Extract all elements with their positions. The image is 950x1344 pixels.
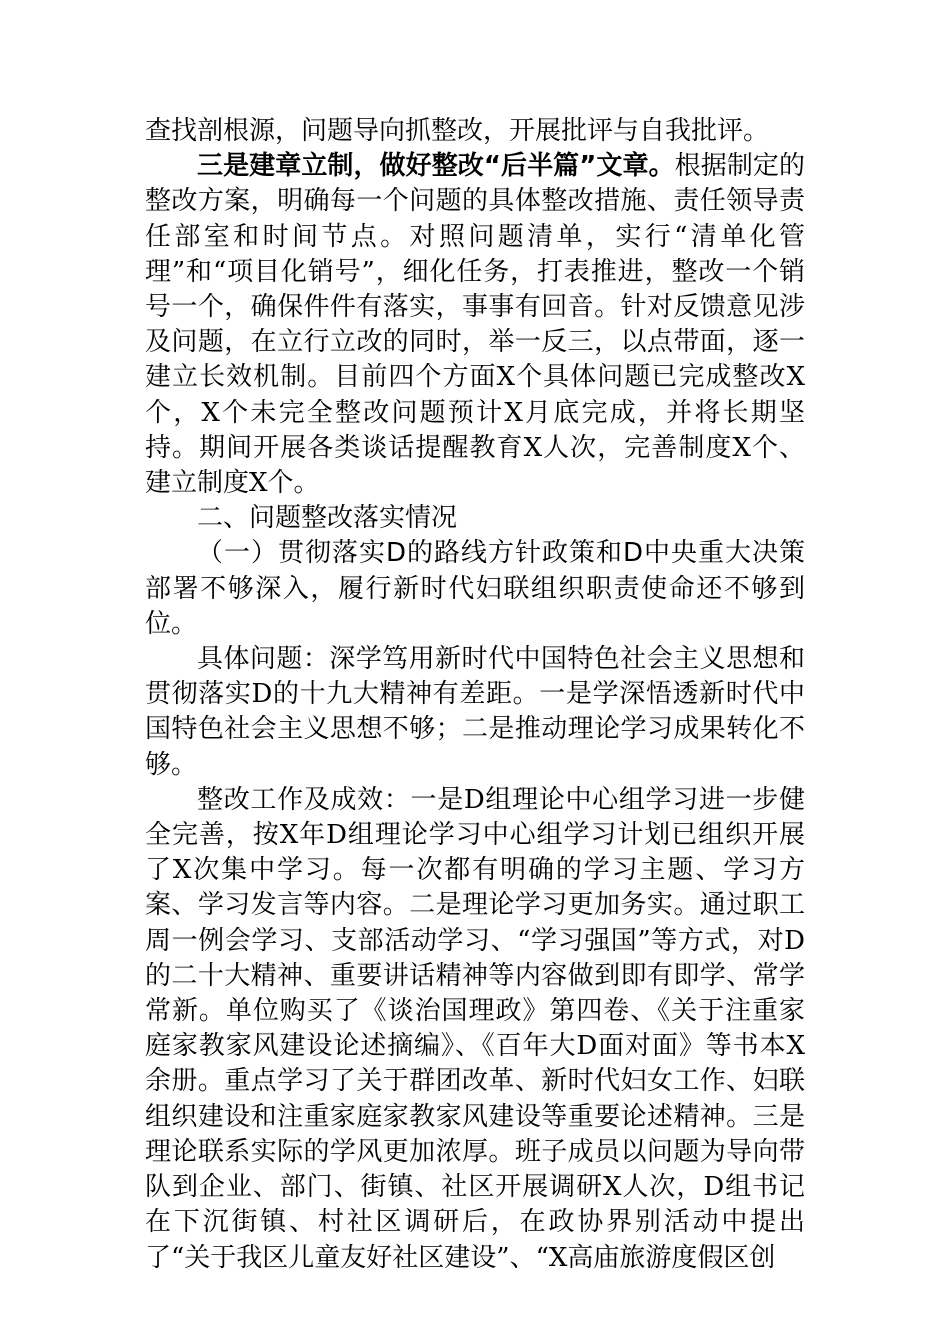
subsection-heading: （一）贯彻落实D的路线方针政策和D中央重大决策部署不够深入，履行新时代妇联组织职责使命还不够到位。: [145, 538, 805, 639]
paragraph-rectification-results: 整改工作及成效：一是D组理论中心组学习进一步健全完善，按X年D组理论学习中心组学习计划已组织开展了X次集中学习。每一次都有明确的学习主题、学习方案、学习发言等内容。二是理论学习更加务实。通过职工周一例会学习、支部活动学习、“学习强国”等方式，对D的二十大精神、重要讲话精神等内容做到即有即学、常学常新。单位购买了《谈治国理政》第四卷、《关于注重家庭家教家风建设论述摘编》、《百年大D面对面》等书本X余册。重点学习了关于群团改革、新时代妇女工作、妇联组织建设和注重家庭家教家风建设等重要论述精神。三是理论联系实际的学风更加浓厚。班子成员以问题为导向带队到企业、部门、街镇、社区开展调研X人次，D组书记在下沉街镇、村社区调研后，在政协界别活动中提出了“关于我区儿童友好社区建设”、“X高庙旅游度假区创: [145, 784, 805, 1273]
paragraph-rules-body: 根据制定的整改方案，明确每一个问题的具体整改措施、责任领导责任部室和时间节点。对照问题清单，实行“清单化管理”和“项目化销号”，细化任务，打表推进，整改一个销号一个，确保件件有落实，事事有回音。针对反馈意见涉及问题，在立行立改的同时，举一反三，以点带面，逐一建立长效机制。目前四个方面X个具体问题已完成整改X个，X个未完全整改问题预计X月底完成，并将长期坚持。期间开展各类谈话提醒教育X人次，完善制度X个、建立制度X个。: [145, 151, 805, 499]
paragraph-rules: [145, 149, 805, 501]
document-body: [145, 114, 805, 1276]
paragraph-specific-problem: 具体问题：深学笃用新时代中国特色社会主义思想和贯彻落实D的十九大精神有差距。一是学深悟透新时代中国特色社会主义思想不够；二是推动理论学习成果转化不够。: [145, 644, 805, 780]
section-heading: 二、问题整改落实情况: [197, 503, 458, 534]
paragraph-continuation: 查找剖根源，问题导向抓整改，开展批评与自我批评。: [145, 116, 770, 146]
paragraph-lead-bold: 三是建章立制，做好整改“后半篇”文章。: [197, 151, 675, 182]
